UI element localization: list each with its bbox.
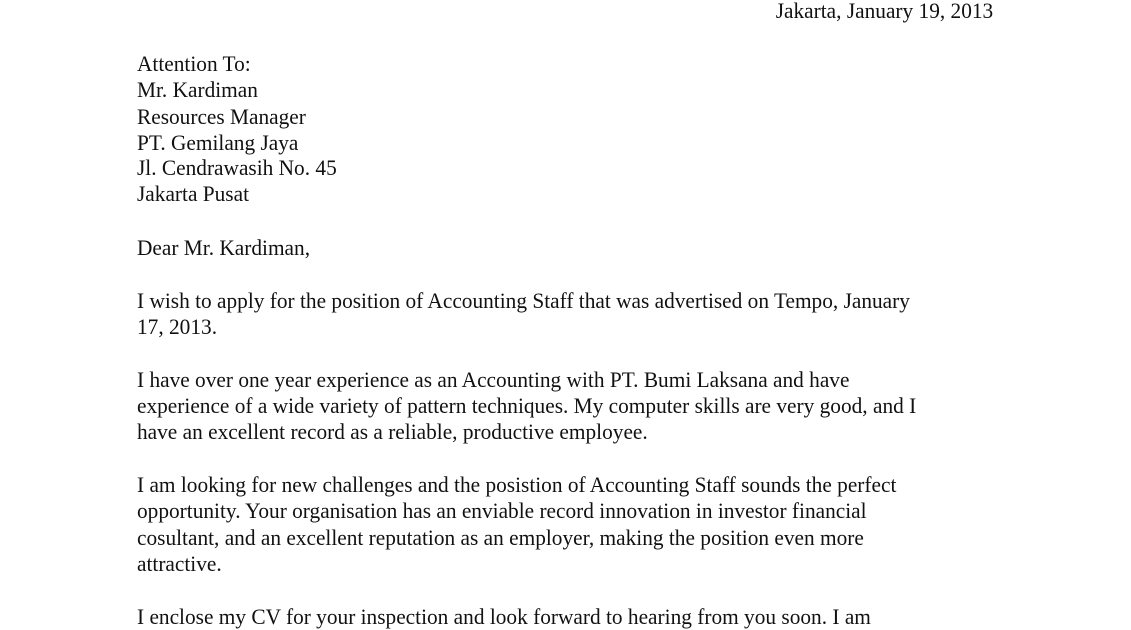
recipient-line: PT. Gemilang Jaya — [137, 130, 299, 155]
recipient-line: Jakarta Pusat — [137, 181, 250, 206]
body-line: attractive. — [137, 551, 222, 576]
body-line: I am looking for new challenges and the posistion of Accounting Staff sounds the perfect — [137, 472, 897, 497]
body-line: have an excellent record as a reliable, productive employee. — [137, 419, 648, 444]
body-line: I enclose my CV for your inspection and look forward to hearing from you soon. I am — [137, 604, 871, 629]
body-line: experience of a wide variety of pattern techniques. My computer skills are very good, and I — [137, 393, 917, 418]
body-line: cosultant, and an excellent reputation as an employer, making the position even more — [137, 525, 864, 550]
body-line: 17, 2013. — [137, 314, 218, 339]
recipient-line: Attention To: — [137, 51, 251, 76]
letter-date: Jakarta, January 19, 2013 — [775, 0, 993, 23]
salutation: Dear Mr. Kardiman, — [137, 235, 311, 260]
body-line: I have over one year experience as an Accounting with PT. Bumi Laksana and have — [137, 367, 850, 392]
recipient-line: Jl. Cendrawasih No. 45 — [137, 155, 337, 180]
recipient-line: Resources Manager — [137, 104, 306, 129]
body-line: opportunity. Your organisation has an enviable record innovation in investor financial — [137, 498, 867, 523]
recipient-line: Mr. Kardiman — [137, 77, 258, 102]
body-line: I wish to apply for the position of Accounting Staff that was advertised on Tempo, January — [137, 288, 910, 313]
